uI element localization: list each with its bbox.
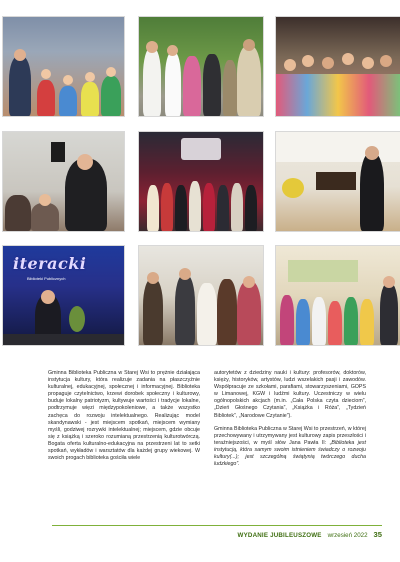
photo-costumed-group-outdoor <box>138 16 264 117</box>
photo-audience-children <box>275 16 400 117</box>
banner-subtitle: Biblioteki Publicznych <box>27 276 66 281</box>
footer-divider <box>52 525 382 526</box>
page-footer <box>0 530 382 539</box>
text-column-right <box>214 370 366 474</box>
paragraph-cooperation: autorytetów z dziedziny nauki i kultury: profesorów, doktorów, księży, historyków, artystów, ludzi wszelakich pasji i zawodów. Współpracuje ze szkołami, parafiami, stowarzyszeniami, GOPS w Limanowej, KGW i ludźmi kultury. Uczestniczy w wielu ogólnopolskich akcjach (m.in. „Cała Polska czyta dzieciom”, „Dzień Głośnego Czytania”, „Książka i Róża”, „Tydzień Bibliotek”, „Narodowe Czytanie”). <box>214 370 366 419</box>
paragraph-quote <box>214 426 366 469</box>
photo-children-with-books <box>275 245 400 346</box>
issue-label: WYDANIE JUBILEUSZOWE <box>237 532 322 539</box>
quote-text: Biblioteka jest instytucją, która samym swoim istnieniem świadczy o rozwoju kultury(...); jest szczególną świątynią twórczego ducha ludzkiego”. <box>214 439 366 468</box>
photo-stage-performance <box>138 131 264 232</box>
photo-children-gathering <box>2 16 125 117</box>
photo-speaker-at-lectern <box>275 131 400 232</box>
quote-lead: Gminna Biblioteka Publiczna w Starej Wsi to przestrzeń, w której przechowywany i utrzymywany jest kulturowy zapis przeszłości i teraźniejszości, w myśl słów Jana Pawła II: „ <box>214 425 366 446</box>
photo-literary-banner-event <box>2 245 125 346</box>
article-text <box>48 370 366 474</box>
photo-historical-costumes <box>138 245 264 346</box>
banner-title: iteracki <box>13 254 87 273</box>
issue-date: wrzesień 2022 <box>327 532 368 539</box>
photo-speaker-with-children <box>2 131 125 232</box>
paragraph-intro: Gminna Biblioteka Publiczna w Starej Wsi to prężnie działająca instytucja kultury, która realizuje zadania na płaszczyźnie kulturalnej, edukacyjnej, społecznej i informacyjnej. Biblioteka propaguje czytelnictwo, krzewi dorobek społeczny i kulturowy, buduje lokalny patriotyzm, kultywuje wartości i tradycje lokalne, podtrzymuje więzi międzypokoleniowe, a także wszystko zachęca do rozwoju intelektualnego. Realizując model skandynawski - jest miejscem spotkań, miejscem wymiany myśli, godziwej rozrywki intelektualnej; miejscem, gdzie obcuje się z książką i szeroko rozumianą przestrzenią kulturotwórczą. Bogata oferta kulturalno-edukacyjna na przestrzeni lat to setki spotkań, wykładów i warsztatów dla każdej grupy wiekowej. W swoich progach biblioteka gościła wiele <box>48 370 200 462</box>
page-number: 35 <box>373 530 382 539</box>
text-column-left <box>48 370 200 474</box>
